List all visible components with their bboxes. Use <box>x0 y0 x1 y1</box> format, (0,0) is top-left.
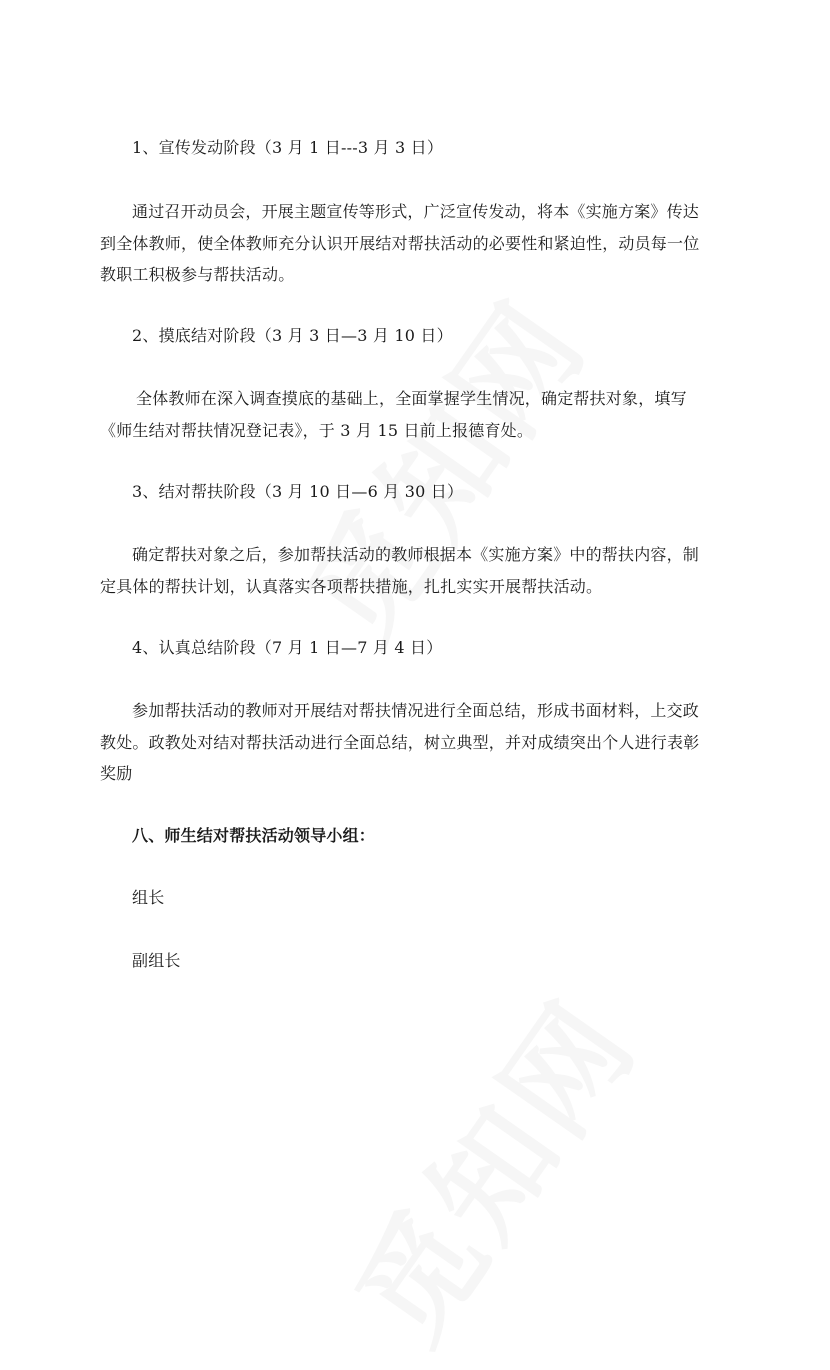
phase4-body-line-2: 教处。政教处对结对帮扶活动进行全面总结，树立典型，并对成绩突出个人进行表彰 <box>100 733 700 752</box>
phase4-heading: 4、认真总结阶段（7 月 1 日—7 月 4 日） <box>132 638 443 657</box>
leadership-heading: 八、师生结对帮扶活动领导小组： <box>132 826 376 845</box>
phase1-body-line-3: 教职工积极参与帮扶活动。 <box>100 265 295 284</box>
phase2-body-line-2: 《师生结对帮扶情况登记表》，于 3 月 15 日前上报德育处。 <box>100 421 534 440</box>
phase1-heading: 1、宣传发动阶段（3 月 1 日---3 月 3 日） <box>132 138 444 157</box>
phase3-body-line-2: 定具体的帮扶计划，认真落实各项帮扶措施，扎扎实实开展帮扶活动。 <box>100 577 603 596</box>
phase1-body-line-2: 到全体教师，使全体教师充分认识开展结对帮扶活动的必要性和紧迫性，动员每一位 <box>100 234 700 253</box>
phase4-body-line-3: 奖励 <box>100 764 133 783</box>
deputy-leader-label: 副组长 <box>132 951 181 970</box>
phase2-body-line-1: 全体教师在深入调查摸底的基础上，全面掌握学生情况，确定帮扶对象，填写 <box>136 389 687 408</box>
phase3-body-line-1: 确定帮扶对象之后，参加帮扶活动的教师根据本《实施方案》中的帮扶内容，制 <box>132 545 700 564</box>
phase4-body-line-1: 参加帮扶活动的教师对开展结对帮扶情况进行全面总结，形成书面材料，上交政 <box>132 701 700 720</box>
watermark-lower <box>310 962 668 1370</box>
phase2-heading: 2、摸底结对阶段（3 月 3 日—3 月 10 日） <box>132 326 453 345</box>
leader-label: 组长 <box>132 888 165 907</box>
phase3-heading: 3、结对帮扶阶段（3 月 10 日—6 月 30 日） <box>132 482 464 501</box>
phase1-body-line-1: 通过召开动员会，开展主题宣传等形式，广泛宣传发动，将本《实施方案》传达 <box>132 202 700 221</box>
watermark <box>260 262 618 670</box>
